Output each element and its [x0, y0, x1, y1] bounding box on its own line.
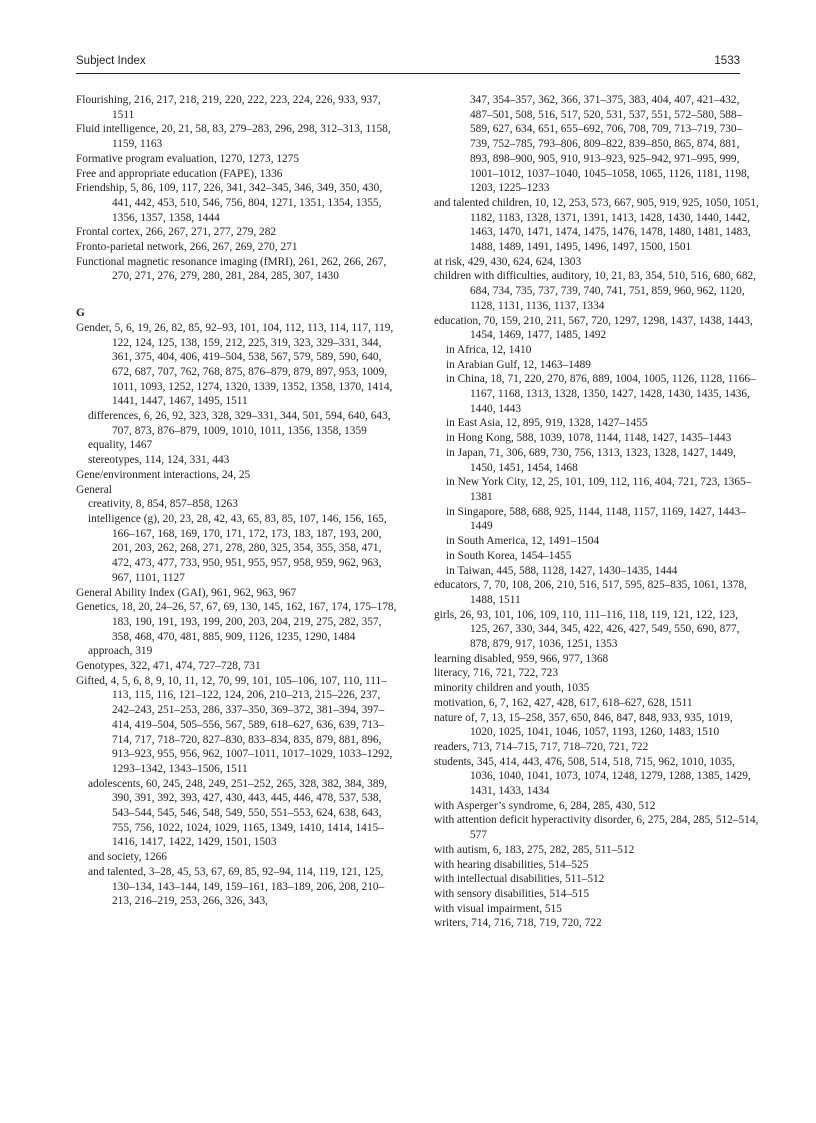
index-entry: readers, 713, 714–715, 717, 718–720, 721, 722	[434, 740, 649, 753]
index-subentry: intelligence (g), 20, 23, 28, 42, 43, 65, 83, 85, 107, 146, 156, 165, 166–167, 168, 169, 170, 171, 172, 173, 183, 187, 193, 200, 201, 203, 262, 268, 271, 278, 280, 325, 354, 355, 358, 471, 472, 473, 477, 733, 950, 951, 955, 957, 958, 959, 962, 963, 967, 1101, 1127	[88, 512, 387, 584]
index-entry: literacy, 716, 721, 722, 723	[434, 667, 559, 680]
index-subentry: in Japan, 71, 306, 689, 730, 756, 1313, 1323, 1328, 1427, 1449, 1450, 1451, 1454, 1468	[446, 446, 736, 474]
index-column-left	[76, 93, 402, 909]
index-subentry: stereotypes, 114, 124, 331, 443	[88, 454, 230, 467]
index-entry: with hearing disabilities, 514–525	[434, 858, 589, 871]
index-entry: education, 70, 159, 210, 211, 567, 720, 1297, 1298, 1437, 1438, 1443, 1454, 1469, 1477, 1485, 1492	[434, 314, 753, 342]
index-entry: Free and appropriate education (FAPE), 1336	[76, 167, 283, 180]
index-entry: and talented children, 10, 12, 253, 573, 667, 905, 919, 925, 1050, 1051, 1182, 1183, 1328, 1371, 1391, 1413, 1428, 1430, 1440, 1442, 1463, 1470, 1471, 1474, 1475, 1476, 1478, 1480, 1481, 1483, 1488, 1489, 1491, 1495, 1496, 1497, 1500, 1501	[434, 196, 759, 254]
index-subentry: adolescents, 60, 245, 248, 249, 251–252, 265, 328, 382, 384, 389, 390, 391, 392, 393, 427, 430, 443, 445, 446, 478, 537, 538, 543–544, 545, 546, 548, 549, 550, 551–553, 624, 638, 643, 755, 756, 1022, 1024, 1029, 1165, 1349, 1410, 1414, 1415–1416, 1417, 1422, 1429, 1501, 1503	[88, 777, 388, 849]
index-entry: 347, 354–357, 362, 366, 371–375, 383, 404, 407, 421–432, 487–501, 508, 516, 517, 520, 531, 537, 551, 572–580, 588–589, 627, 634, 651, 655–692, 706, 708, 709, 713–719, 730–739, 752–785, 793–806, 809–822, 839–850, 865, 874, 881, 893, 898–900, 905, 910, 913–923, 925–942, 971–995, 999, 1001–1012, 1037–1040, 1045–1058, 1065, 1126, 1181, 1198, 1203, 1225–1233	[470, 94, 750, 195]
index-subentry: in Singapore, 588, 688, 925, 1144, 1148, 1157, 1169, 1427, 1443–1449	[446, 505, 746, 533]
index-entry: educators, 7, 70, 108, 206, 210, 516, 517, 595, 825–835, 1061, 1378, 1488, 1511	[434, 579, 747, 606]
index-entry: students, 345, 414, 443, 476, 508, 514, 518, 715, 962, 1010, 1035, 1036, 1040, 1041, 1073, 1074, 1248, 1279, 1288, 1385, 1429, 1431, 1433, 1434	[434, 755, 751, 798]
section-gap	[76, 284, 402, 306]
index-entry: Genotypes, 322, 471, 474, 727–728, 731	[76, 660, 261, 673]
index-subentry: differences, 6, 26, 92, 323, 328, 329–331, 344, 501, 594, 640, 643, 707, 873, 876–879, 1009, 1010, 1011, 1356, 1358, 1359	[88, 410, 391, 437]
index-subentry: in New York City, 12, 25, 101, 109, 112, 116, 404, 721, 723, 1365–1381	[446, 476, 752, 503]
header-rule	[76, 73, 740, 74]
index-subentry: approach, 319	[88, 645, 153, 658]
index-entry: Genetics, 18, 20, 24–26, 57, 67, 69, 130, 145, 162, 167, 174, 175–178, 183, 190, 191, 193, 199, 200, 203, 204, 219, 275, 282, 357, 358, 468, 470, 481, 885, 909, 1126, 1235, 1290, 1484	[76, 601, 397, 643]
index-entry: Gender, 5, 6, 19, 26, 82, 85, 92–93, 101, 104, 112, 113, 114, 117, 119, 122, 124, 125, 138, 159, 212, 225, 319, 323, 329–331, 344, 361, 375, 404, 406, 419–504, 538, 567, 579, 589, 590, 640, 672, 687, 707, 762, 768, 875, 876–879, 879, 897, 953, 1009, 1011, 1093, 1252, 1274, 1320, 1339, 1352, 1358, 1370, 1414, 1441, 1447, 1467, 1495, 1511	[76, 321, 394, 408]
index-subentry: in East Asia, 12, 895, 919, 1328, 1427–1455	[446, 417, 648, 430]
index-entry: Flourishing, 216, 217, 218, 219, 220, 222, 223, 224, 226, 933, 937, 1511	[76, 94, 381, 121]
index-subentry: in South America, 12, 1491–1504	[446, 535, 600, 548]
section-letter: G	[76, 307, 85, 320]
index-subentry: in Hong Kong, 588, 1039, 1078, 1144, 1148, 1427, 1435–1443	[446, 432, 732, 445]
index-subentry: equality, 1467	[88, 439, 153, 452]
index-subentry: in South Korea, 1454–1455	[446, 549, 572, 562]
index-entry: nature of, 7, 13, 15–258, 357, 650, 846, 847, 848, 933, 935, 1019, 1020, 1025, 1041, 1046, 1057, 1193, 1260, 1483, 1510	[434, 711, 733, 739]
index-subentry: in Arabian Gulf, 12, 1463–1489	[446, 358, 591, 371]
index-entry: at risk, 429, 430, 624, 624, 1303	[434, 255, 582, 268]
index-entry: with attention deficit hyperactivity disorder, 6, 275, 284, 285, 512–514, 577	[434, 814, 759, 842]
page-number: 1533	[714, 55, 740, 67]
index-subentry: in Taiwan, 445, 588, 1128, 1427, 1430–1435, 1444	[446, 564, 678, 577]
index-entry: General	[76, 483, 112, 496]
index-entry: Friendship, 5, 86, 109, 117, 226, 341, 342–345, 346, 349, 350, 430, 441, 442, 453, 510, 546, 756, 804, 1271, 1351, 1354, 1355, 1356, 1357, 1358, 1444	[76, 182, 383, 224]
index-entry: Fronto-parietal network, 266, 267, 269, 270, 271	[76, 241, 298, 254]
index-entry: Fluid intelligence, 20, 21, 58, 83, 279–283, 296, 298, 312–313, 1158, 1159, 1163	[76, 123, 391, 151]
index-subentry: in Africa, 12, 1410	[446, 343, 532, 356]
index-entry: with sensory disabilities, 514–515	[434, 887, 590, 900]
index-entry: motivation, 6, 7, 162, 427, 428, 617, 618–627, 628, 1511	[434, 696, 693, 709]
running-header	[76, 55, 740, 73]
index-entry: with visual impairment, 515	[434, 902, 562, 915]
index-entry: Formative program evaluation, 1270, 1273, 1275	[76, 152, 300, 165]
index-entry: minority children and youth, 1035	[434, 682, 590, 695]
index-entry: girls, 26, 93, 101, 106, 109, 110, 111–116, 118, 119, 121, 122, 123, 125, 267, 330, 344, 345, 422, 426, 427, 549, 550, 690, 877, 878, 879, 917, 1036, 1251, 1353	[434, 608, 740, 651]
index-subentry: and talented, 3–28, 45, 53, 67, 69, 85, 92–94, 114, 119, 121, 125, 130–134, 143–144, 149, 159–161, 183–189, 206, 208, 210–213, 216–219, 253, 266, 326, 343,	[88, 865, 385, 908]
index-subentry: and society, 1266	[88, 851, 167, 864]
index-subentry: in China, 18, 71, 220, 270, 876, 889, 1004, 1005, 1126, 1128, 1166–1167, 1168, 1313, 1328, 1350, 1427, 1428, 1430, 1435, 1436, 1440, 1443	[446, 373, 756, 415]
index-entry: with intellectual disabilities, 511–512	[434, 873, 605, 886]
index-entry: Gene/environment interactions, 24, 25	[76, 468, 251, 481]
index-entry: learning disabled, 959, 966, 977, 1368	[434, 652, 609, 665]
index-subentry: creativity, 8, 854, 857–858, 1263	[88, 498, 238, 511]
index-entry: with autism, 6, 183, 275, 282, 285, 511–512	[434, 843, 635, 856]
index-entry: writers, 714, 716, 718, 719, 720, 722	[434, 917, 602, 930]
index-column-right	[434, 93, 760, 931]
index-entry: Functional magnetic resonance imaging (fMRI), 261, 262, 266, 267, 270, 271, 276, 279, 280, 281, 284, 285, 307, 1430	[76, 255, 387, 283]
index-entry: with Asperger’s syndrome, 6, 284, 285, 430, 512	[434, 799, 656, 812]
index-entry: Gifted, 4, 5, 6, 8, 9, 10, 11, 12, 70, 99, 101, 105–106, 107, 110, 111–113, 115, 116, 121–122, 124, 206, 210–213, 215–226, 237, 242–243, 251–253, 286, 337–350, 369–372, 381–394, 397–414, 419–504, 505–556, 567, 589, 618–627, 636, 639, 713–714, 717, 718–720, 827–830, 833–834, 835, 879, 881, 896, 913–923, 955, 956, 962, 1007–1011, 1017–1029, 1033–1292, 1293–1342, 1343–1506, 1511	[76, 674, 393, 775]
index-entry: Frontal cortex, 266, 267, 271, 277, 279, 282	[76, 226, 277, 239]
index-entry: children with difficulties, auditory, 10, 21, 83, 354, 510, 516, 680, 682, 684, 734, 735, 737, 739, 740, 741, 751, 859, 960, 962, 1120, 1128, 1131, 1136, 1137, 1334	[434, 270, 757, 312]
index-entry: General Ability Index (GAI), 961, 962, 963, 967	[76, 586, 297, 599]
running-header-title: Subject Index	[76, 55, 146, 67]
